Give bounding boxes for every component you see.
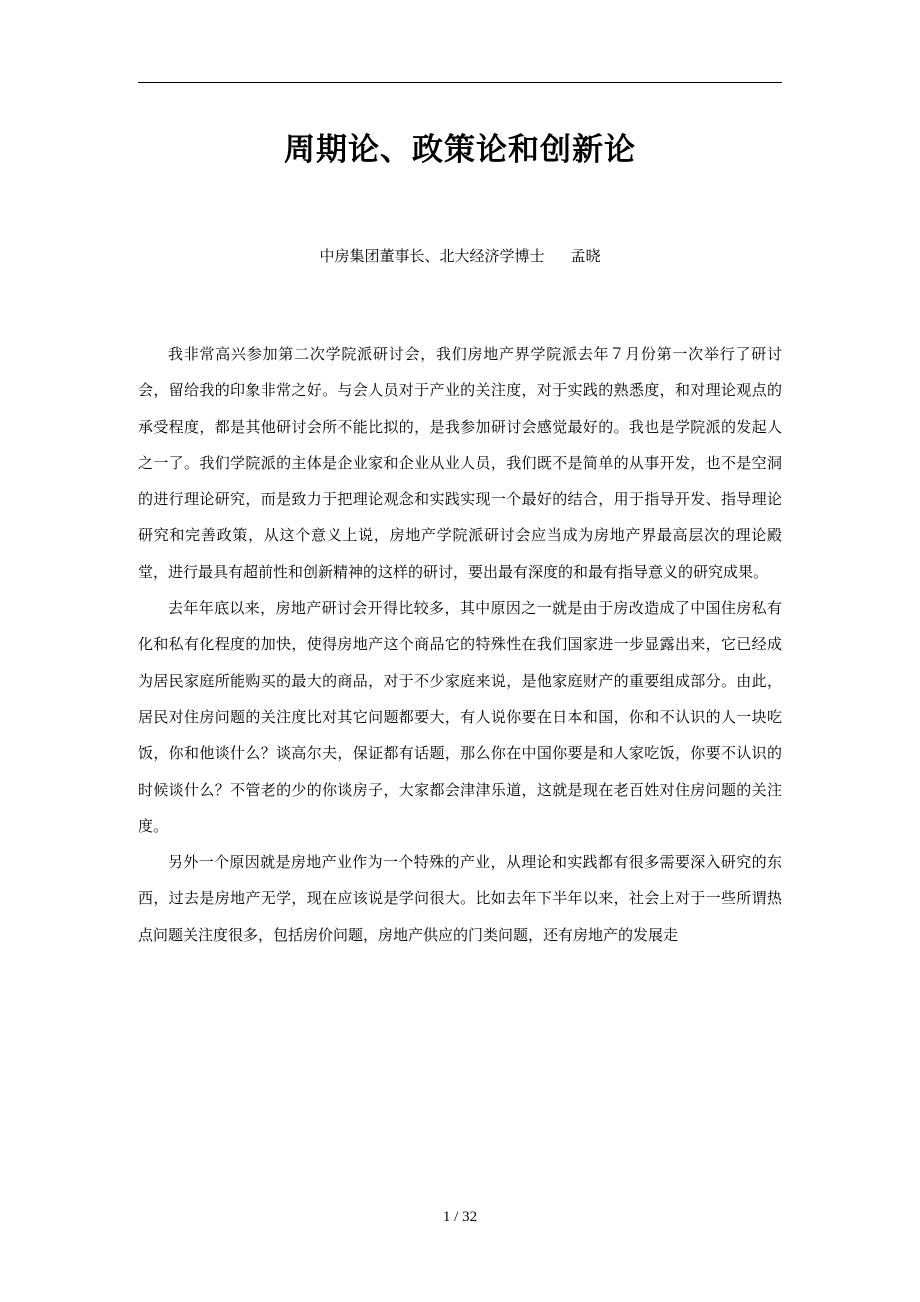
paragraph-1: 我非常高兴参加第二次学院派研讨会，我们房地产界学院派去年７月份第一次举行了研讨会，留给我的印象非常之好。与会人员对于产业的关注度，对于实践的熟悉度，和对理论观点的承受程度，都是其他研讨会所不能比拟的，是我参加研讨会感觉最好的。我也是学院派的发起人之一了。我们学院派的主体是企业家和企业从业人员，我们既不是简单的从事开发，也不是空洞的进行理论研究，而是致力于把理论观念和实践实现一个最好的结合，用于指导开发、指导理论研究和完善政策，从这个意义上说，房地产学院派研讨会应当成为房地产界最高层次的理论殿堂，进行最具有超前性和创新精神的这样的研讨，要出最有深度的和最有指导意义的研究成果。 [138, 345, 782, 581]
paragraph-2: 去年年底以来，房地产研讨会开得比较多，其中原因之一就是由于房改造成了中国住房私有化和私有化程度的加快，使得房地产这个商品它的特殊性在我们国家进一步显露出来，它已经成为居民家庭所能购买的最大的商品，对于不少家庭来说，是他家庭财产的重要组成部分。由此，居民对住房问题的关注度比对其它问题都要大，有人说你要在日本和国，你和不认识的人一块吃饭，你和他谈什么？谈高尔夫，保证都有话题，那么你在中国你要是和人家吃饭，你要不认识的时候谈什么？不管老的少的你谈房子，大家都会津津乐道，这就是现在老百姓对住房问题的关注度。 [138, 599, 782, 835]
byline [138, 244, 782, 268]
document-body [138, 336, 782, 953]
author-affiliation: 中房集团董事长、北大经济学博士 [319, 247, 545, 265]
page-number: 1 / 32 [442, 1209, 478, 1225]
document-title: 周期论、政策论和创新论 [284, 132, 636, 168]
author-name: 孟晓 [570, 247, 601, 265]
paragraph-3: 另外一个原因就是房地产业作为一个特殊的产业，从理论和实践都有很多需要深入研究的东西，过去是房地产无学，现在应该说是学问很大。比如去年下半年以来，社会上对于一些所谓热点问题关注度很多，包括房价问题，房地产供应的门类问题，还有房地产的发展走 [138, 853, 782, 944]
header-rule [138, 82, 782, 83]
